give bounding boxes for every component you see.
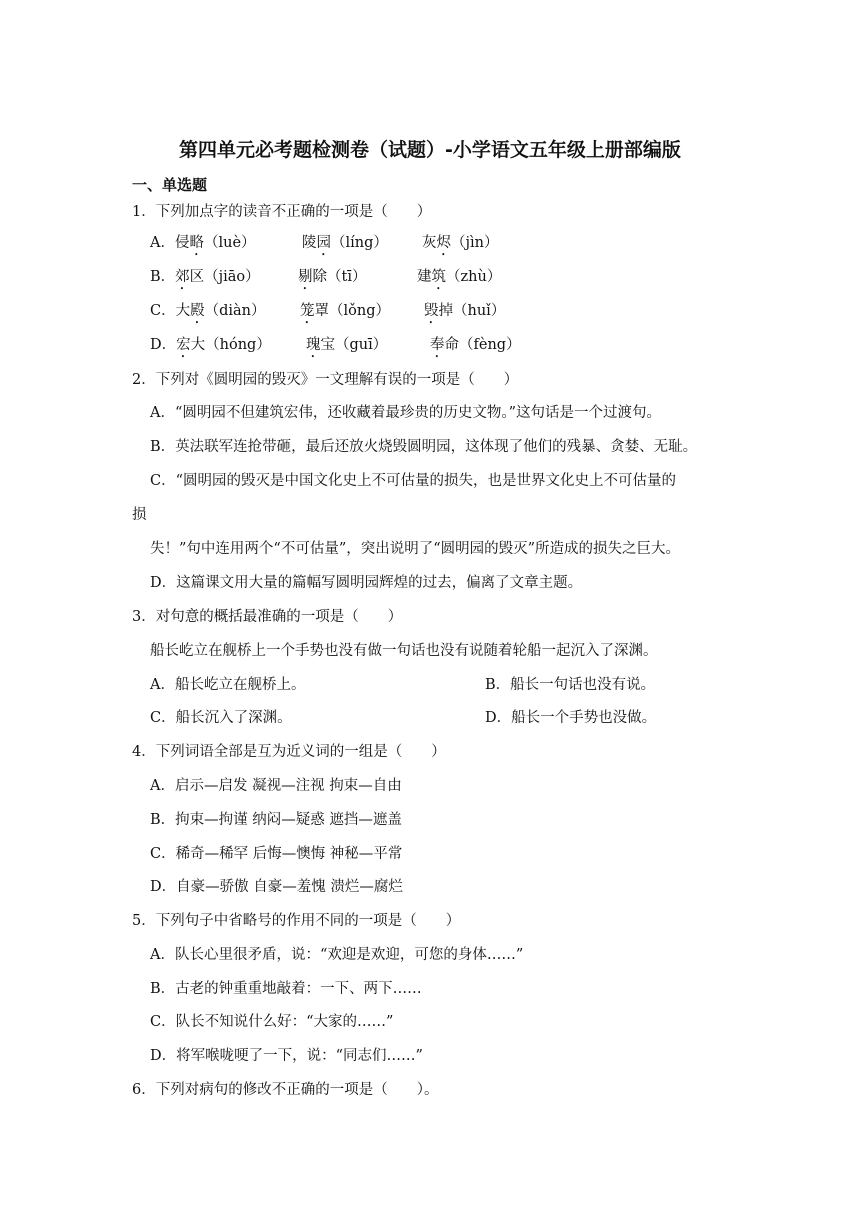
page-title: 第四单元必考题检测卷（试题）-小学语文五年级上册部编版	[179, 139, 681, 161]
question-3-stem: 3．对句意的概括最准确的一项是（ ）	[132, 609, 403, 625]
question-1-option-b: B．郊区（jiāo） 剔除（tī） 建筑（zhù）	[150, 269, 502, 285]
question-5-option-d: D．将军喉咙哽了一下，说：“同志们……”	[150, 1048, 423, 1064]
question-2-option-c-continued: 失！”句中连用两个“不可估量”，突出说明了“圆明园的毁灭”所造成的损失之巨大。	[150, 541, 681, 557]
question-3-option-a: A．船长屹立在舰桥上。	[150, 677, 306, 693]
question-3-sentence: 船长屹立在舰桥上一个手势也没有做一句话也没有说随着轮船一起沉入了深渊。	[150, 643, 658, 659]
question-5-stem: 5．下列句子中省略号的作用不同的一项是（ ）	[132, 913, 461, 929]
question-4-option-b: B．拘束—拘谨 纳闷—疑惑 遮挡—遮盖	[150, 812, 402, 828]
question-5-option-a: A．队长心里很矛盾，说：“欢迎是欢迎，可您的身体……”	[150, 947, 524, 963]
question-4-option-d: D．自豪—骄傲 自豪—羞愧 溃烂—腐烂	[150, 879, 403, 895]
question-1-option-c: C．大殿（diàn） 笼罩（lǒng） 毁掉（huǐ）	[150, 303, 506, 319]
question-2-option-c: C．“圆明园的毁灭是中国文化史上不可估量的损失，也是世界文化史上不可估量的	[150, 473, 677, 489]
question-2-option-b: B．英法联军连抢带砸，最后还放火烧毁圆明园，这体现了他们的残暴、贪婪、无耻。	[150, 439, 698, 455]
question-4-option-a: A．启示—启发 凝视—注视 拘束—自由	[150, 778, 402, 794]
question-5-option-b: B．古老的钟重重地敲着：一下、两下……	[150, 981, 422, 997]
question-3-option-c: C．船长沉入了深渊。	[150, 710, 292, 726]
section-heading: 一、单选题	[132, 176, 208, 194]
question-3-option-d: D．船长一个手势也没做。	[485, 710, 657, 726]
question-2-option-c-wrap: 损	[132, 507, 147, 523]
question-2-stem: 2．下列对《圆明园的毁灭》一文理解有误的一项是（ ）	[132, 372, 519, 388]
question-2-option-d: D．这篇课文用大量的篇幅写圆明园辉煌的过去，偏离了文章主题。	[150, 575, 583, 591]
question-6-stem: 6．下列对病句的修改不正确的一项是（ ）。	[132, 1082, 439, 1098]
question-5-option-c: C．队长不知说什么好：“大家的……”	[150, 1014, 394, 1030]
question-2-option-a: A．“圆明园不但建筑宏伟，还收藏着最珍贵的历史文物。”这句话是一个过渡句。	[150, 405, 662, 421]
question-4-option-c: C．稀奇—稀罕 后悔—懊悔 神秘—平常	[150, 846, 403, 862]
question-4-stem: 4．下列词语全部是互为近义词的一组是（ ）	[132, 744, 446, 760]
question-1-stem: 1．下列加点字的读音不正确的一项是（ ）	[132, 204, 432, 220]
question-1-option-a: A．侵略（luè） 陵园（líng） 灰烬（jìn）	[150, 235, 499, 251]
question-3-option-b: B．船长一句话也没有说。	[485, 677, 656, 693]
question-1-option-d: D．宏大（hóng） 瑰宝（guī） 奉命（fèng）	[150, 337, 521, 353]
